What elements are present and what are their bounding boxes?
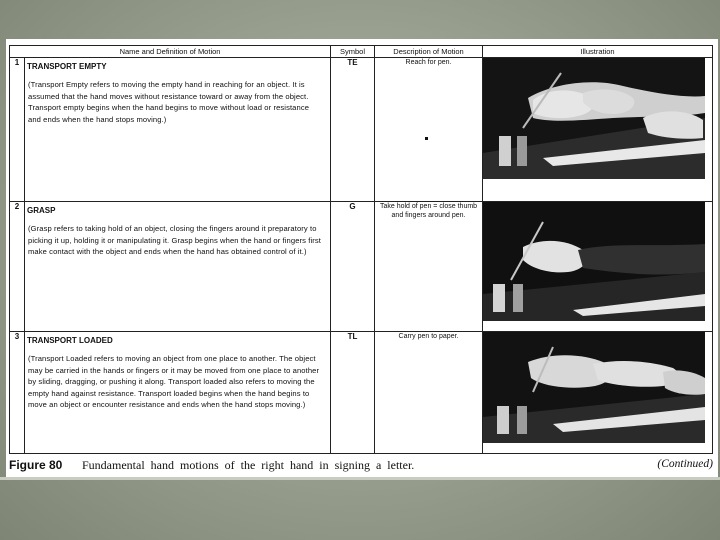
reach-for-pen-photo [483, 58, 705, 179]
illustration-cell [483, 58, 713, 202]
motion-title: TRANSPORT EMPTY [27, 62, 107, 71]
motion-title: TRANSPORT LOADED [27, 336, 113, 345]
illustration-cell [483, 202, 713, 332]
motion-definition: (Grasp refers to taking hold of an object, closing the fingers around it preparatory to picking it up, holding it or manipulating it. Grasp begins when the hand or fingers first make contact with the object and ends when the hand has obtained control of it.) [28, 224, 321, 256]
ink-dot [425, 137, 428, 140]
illustration-cell [483, 332, 713, 454]
document-page [6, 39, 718, 477]
continued-label: (Continued) [657, 458, 713, 470]
header-name: Name and Definition of Motion [10, 46, 331, 58]
carry-pen-photo [483, 332, 705, 443]
row-name-cell [25, 202, 331, 332]
table-row [10, 202, 713, 332]
table-row [10, 332, 713, 454]
bottom-strip [0, 477, 720, 480]
motion-description [375, 58, 483, 202]
motion-definition: (Transport Empty refers to moving the empty hand in reaching for an object. It is assumed that the hand moves without resistance toward or away from the object. Transport empty begins when the hand begins to move without load or resistance and ends when the hand stops moving.) [28, 80, 310, 124]
figure-caption [9, 457, 715, 473]
row-name-cell [25, 332, 331, 454]
figure-label: Figure 80 [9, 458, 63, 472]
motion-description-text: Reach for pen. [405, 59, 452, 66]
motion-symbol: G [331, 202, 375, 332]
row-name-cell [25, 58, 331, 202]
motions-table [9, 45, 713, 454]
motion-description: Take hold of pen = close thumb and fingers around pen. [375, 202, 483, 332]
motion-symbol: TL [331, 332, 375, 454]
row-number: 3 [10, 332, 25, 454]
table-row [10, 58, 713, 202]
header-symbol: Symbol [331, 46, 375, 58]
table-header-row [10, 46, 713, 58]
motion-title: GRASP [27, 206, 56, 215]
motion-definition: (Transport Loaded refers to moving an object from one place to another. The object may be carried in the hands or fingers or it may be moved from one place to another by sliding, dragging, or pushing it along. Transport loaded also refers to moving the empty hand against resistance. Transport loaded begins when the hand begins to move an object or encounter resistance and ends when the hand stops moving.) [28, 354, 320, 409]
row-number: 2 [10, 202, 25, 332]
figure-caption-text: Fundamental hand motions of the right hand in signing a letter. [82, 458, 415, 472]
motion-description: Carry pen to paper. [375, 332, 483, 454]
header-illustration: Illustration [483, 46, 713, 58]
row-number: 1 [10, 58, 25, 202]
motion-symbol: TE [331, 58, 375, 202]
grasp-pen-photo [483, 202, 705, 321]
header-description: Description of Motion [375, 46, 483, 58]
